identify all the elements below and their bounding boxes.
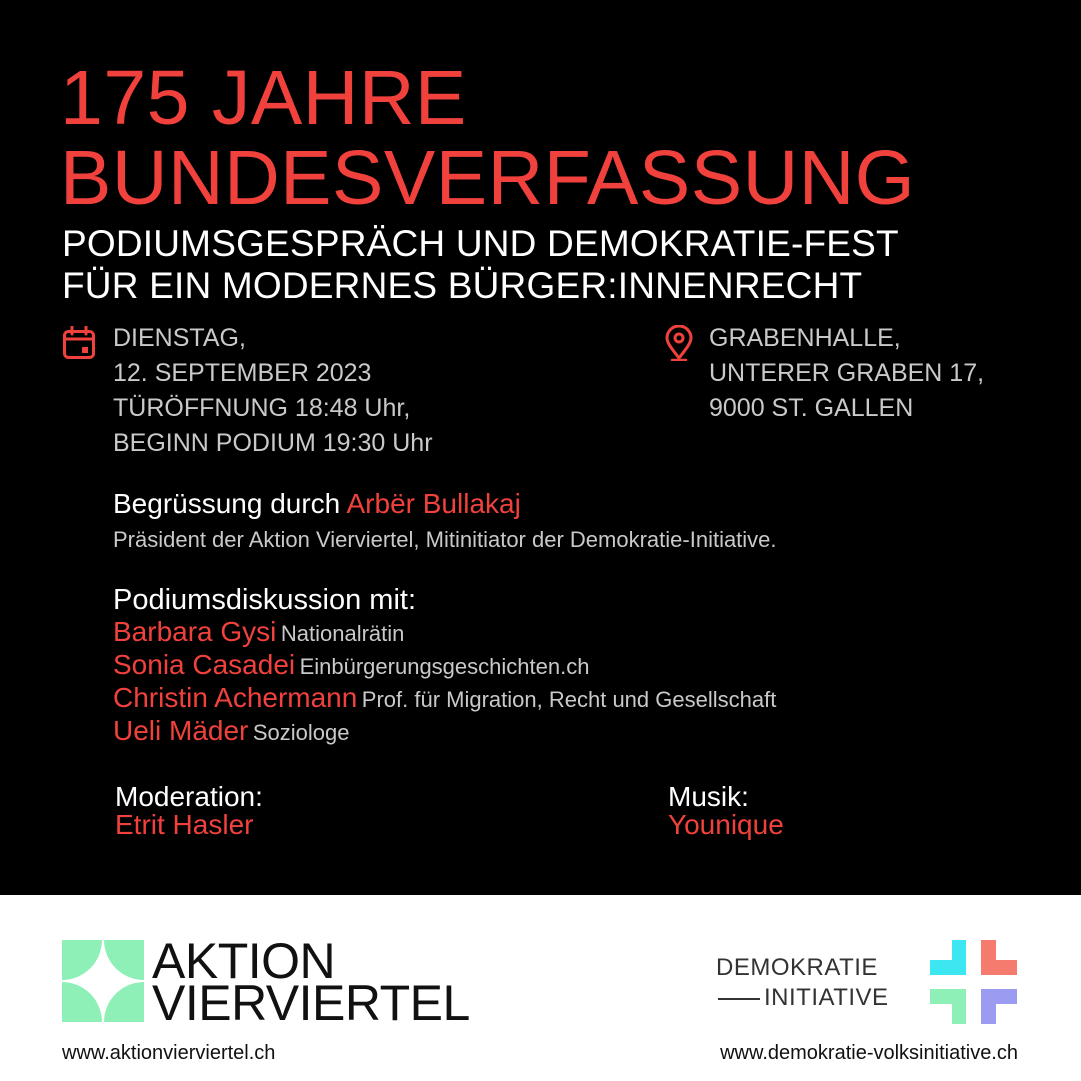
demokratie-initiative-dash [718,998,760,1000]
title-line-2: BUNDESVERFASSUNG [60,135,916,221]
music-label: Musik: [668,781,749,812]
venue-line: 9000 ST. GALLEN [709,394,914,422]
demokratie-initiative-wordmark-line-1: DEMOKRATIE [716,954,878,981]
greeting-description: Präsident der Aktion Vierviertel, Mitinitiator der Demokratie-Initiative. [113,527,777,552]
panel-title: Podiumsdiskussion mit: [113,584,416,616]
date-line: BEGINN PODIUM 19:30 Uhr [113,429,433,457]
date-line: 12. SEPTEMBER 2023 [113,359,372,387]
panel-member [113,648,776,681]
moderation-label: Moderation: [115,781,263,812]
panel-member-role: Nationalrätin [280,621,405,646]
date-line: DIENSTAG, [113,324,246,352]
subtitle-line-2: FÜR EIN MODERNES BÜRGER:INNENRECHT [62,265,863,306]
aktion-vierviertel-url[interactable]: www.aktionvierviertel.ch [62,1042,276,1064]
panel-member [113,681,776,714]
title-line-1: 175 JAHRE [60,55,467,141]
aktion-vierviertel-logo-icon [62,940,144,1022]
greeting-line [113,487,521,521]
subtitle-line-1: PODIUMSGESPRÄCH UND DEMOKRATIE-FEST [62,223,899,264]
demokratie-initiative-url[interactable]: www.demokratie-volksinitiative.ch [720,1042,1018,1064]
panel-member-name: Christin Achermann [113,682,358,713]
demokratie-initiative-wordmark-line-2: INITIATIVE [764,984,889,1011]
date-line: TÜRÖFFNUNG 18:48 Uhr, [113,394,411,422]
panel-member-role: Soziologe [252,720,350,745]
moderator-name: Etrit Hasler [115,809,254,840]
greeting-label: Begrüssung durch [113,488,341,519]
panel-member [113,615,776,648]
location-pin-icon [664,325,694,361]
panel-member-name: Sonia Casadei [113,649,296,680]
event-date-block [113,321,433,461]
panel-member-name: Ueli Mäder [113,715,249,746]
panel-member [113,714,776,747]
demokratie-initiative-logo-icon [930,940,1017,1024]
greeting-speaker-name: Arbër Bullakaj [346,488,521,519]
aktion-vierviertel-wordmark-line-2: VIERVIERTEL [152,975,470,1031]
panel-member-role: Prof. für Migration, Recht und Gesellschaft [361,687,777,712]
panel-member-role: Einbürgerungsgeschichten.ch [299,654,590,679]
event-venue-block [709,321,984,426]
venue-line: GRABENHALLE, [709,324,901,352]
aktion-vierviertel-wordmark-line-1: AKTION [152,933,336,989]
panel-member-name: Barbara Gysi [113,616,277,647]
calendar-icon [62,326,96,360]
panel-member-list [113,615,776,747]
music-act-name: Younique [668,809,784,840]
venue-line: UNTERER GRABEN 17, [709,359,985,387]
